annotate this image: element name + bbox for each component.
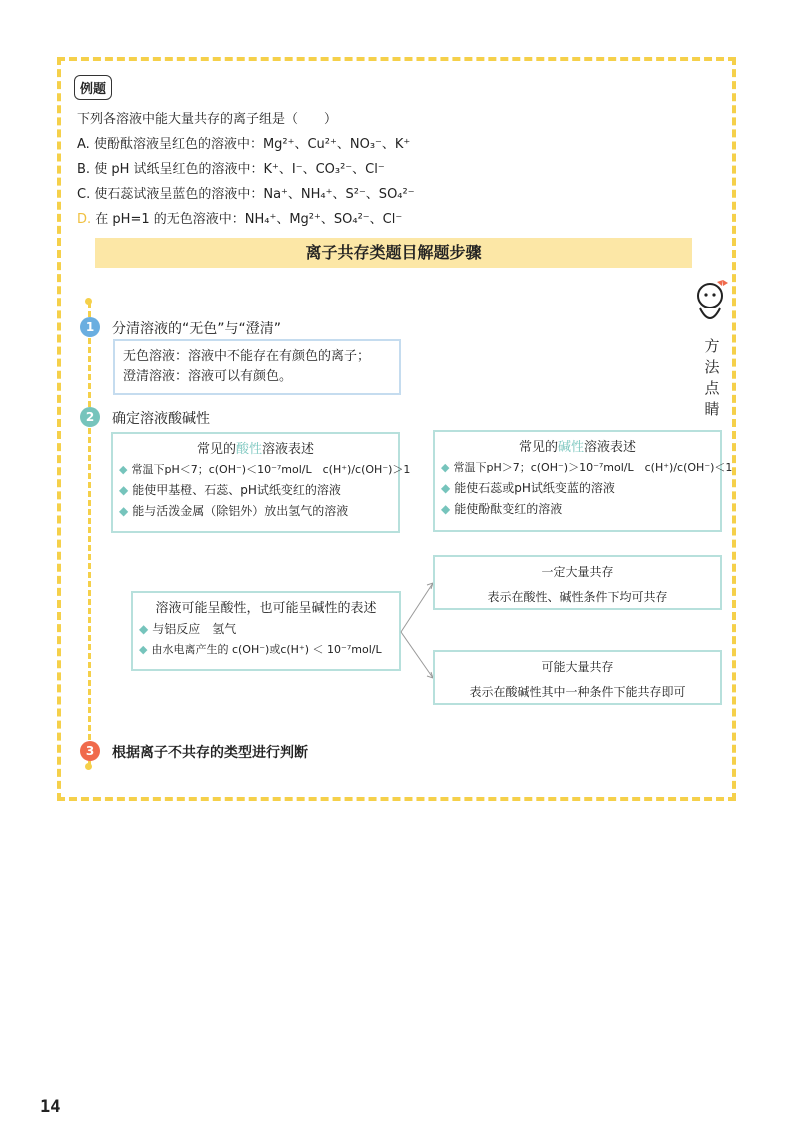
- base-item-text: 能使石蕊或pH试纸变蓝的溶液: [454, 481, 615, 495]
- option-text: 使石蕊试液呈蓝色的溶液中：Na⁺、NH₄⁺、S²⁻、SO₄²⁻: [94, 187, 415, 202]
- base-item-text: 常温下pH＞7；c(OH⁻)＞10⁻⁷mol/L c(H⁺)/c(OH⁻)＜1: [453, 461, 733, 474]
- acid-item: [119, 461, 411, 477]
- ambiguous-box: [131, 591, 401, 671]
- step-1-title: 分清溶液的“无色”与“澄清”: [112, 321, 282, 337]
- step-3-circle: 3: [80, 741, 100, 761]
- result-title: 一定大量共存: [541, 565, 614, 579]
- acid-item-text: 能与活泼金属（除铝外）放出氢气的溶液: [132, 504, 349, 518]
- base-item: [441, 479, 714, 496]
- acid-box-title: [119, 438, 392, 457]
- title-pre: 常见的: [518, 440, 558, 455]
- acid-item-text: 常温下pH＜7；c(OH⁻)＜10⁻⁷mol/L c(H⁺)/c(OH⁻)＞1: [131, 463, 411, 476]
- base-item: [441, 500, 714, 517]
- result-desc: 表示在酸碱性其中一种条件下能共存即可: [469, 685, 686, 699]
- title-pre: 常见的: [196, 442, 236, 457]
- acid-box: [111, 432, 411, 533]
- option-letter: A.: [77, 137, 90, 152]
- timeline-line: [88, 302, 91, 767]
- diamond-icon: ◆: [119, 504, 129, 518]
- option-letter: B.: [77, 162, 91, 177]
- base-box: [433, 430, 733, 532]
- step-2-circle: 2: [80, 407, 100, 427]
- timeline-start-dot: [85, 298, 92, 305]
- option-b: [77, 158, 385, 177]
- box1-line2: 澄清溶液：溶液可以有颜色。: [123, 369, 293, 384]
- diamond-icon: ◆: [441, 502, 451, 516]
- ambiguous-box-title: 溶液可能呈酸性，也可能呈碱性的表述: [155, 601, 377, 616]
- result-maybe-box: [433, 650, 722, 705]
- step-3-title: 根据离子不共存的类型进行判断: [112, 745, 308, 761]
- acid-item: [119, 502, 392, 519]
- diamond-icon: ◆: [119, 483, 129, 497]
- option-text: 使 pH 试纸呈红色的溶液中：K⁺、I⁻、CO₃²⁻、Cl⁻: [94, 162, 385, 177]
- step-2-title: 确定溶液酸碱性: [112, 411, 210, 427]
- diamond-icon: ◆: [139, 622, 149, 636]
- mascot-icon: [695, 278, 729, 326]
- option-text: 使酚酞溶液呈红色的溶液中：Mg²⁺、Cu²⁺、NO₃⁻、K⁺: [93, 137, 411, 152]
- acid-item-text: 能使甲基橙、石蕊、pH试纸变红的溶液: [132, 483, 341, 497]
- result-coexist-box: [433, 555, 722, 610]
- diamond-icon: ◆: [139, 643, 148, 656]
- example-tag: 例题: [74, 75, 112, 100]
- acid-item: [119, 481, 392, 498]
- box1-line1: 无色溶液：溶液中不能存在有颜色的离子；: [123, 349, 371, 364]
- side-label-text: 方法点睛: [702, 338, 721, 422]
- question-stem: 下列各溶液中能大量共存的离子组是（ ）: [77, 112, 338, 127]
- option-d: [77, 208, 402, 227]
- base-box-title: [441, 436, 714, 455]
- option-letter: D.: [77, 212, 92, 227]
- title-highlight: 酸性: [235, 442, 262, 457]
- ambiguous-item-text: 由水电离产生的 c(OH⁻)或c(H⁺) ＜ 10⁻⁷mol/L: [151, 643, 382, 656]
- timeline-end-dot: [85, 763, 92, 770]
- option-a: [77, 133, 410, 152]
- option-text: 在 pH=1 的无色溶液中：NH₄⁺、Mg²⁺、SO₄²⁻、Cl⁻: [95, 212, 403, 227]
- option-letter: C.: [77, 187, 91, 202]
- title-highlight: 碱性: [557, 440, 584, 455]
- branch-arrows: [400, 580, 436, 680]
- ambiguous-item: [139, 620, 393, 637]
- ambiguous-item-text: 与铝反应 氢气: [152, 622, 237, 636]
- ambiguous-item: [139, 641, 393, 657]
- base-item-text: 能使酚酞变红的溶液: [454, 502, 563, 516]
- page-number: 14: [40, 1097, 61, 1117]
- diamond-icon: ◆: [441, 461, 450, 474]
- title-post: 溶液表述: [584, 440, 637, 455]
- option-c: [77, 183, 415, 202]
- diamond-icon: ◆: [441, 481, 451, 495]
- method-side-label: [694, 278, 730, 422]
- title-post: 溶液表述: [262, 442, 315, 457]
- result-title: 可能大量共存: [541, 660, 614, 674]
- base-item: [441, 459, 733, 475]
- step-1-circle: 1: [80, 317, 100, 337]
- result-desc: 表示在酸性、碱性条件下均可共存: [487, 590, 668, 604]
- diamond-icon: ◆: [119, 463, 128, 476]
- section-title: 离子共存类题目解题步骤: [95, 238, 692, 268]
- color-clarity-box: [113, 339, 401, 395]
